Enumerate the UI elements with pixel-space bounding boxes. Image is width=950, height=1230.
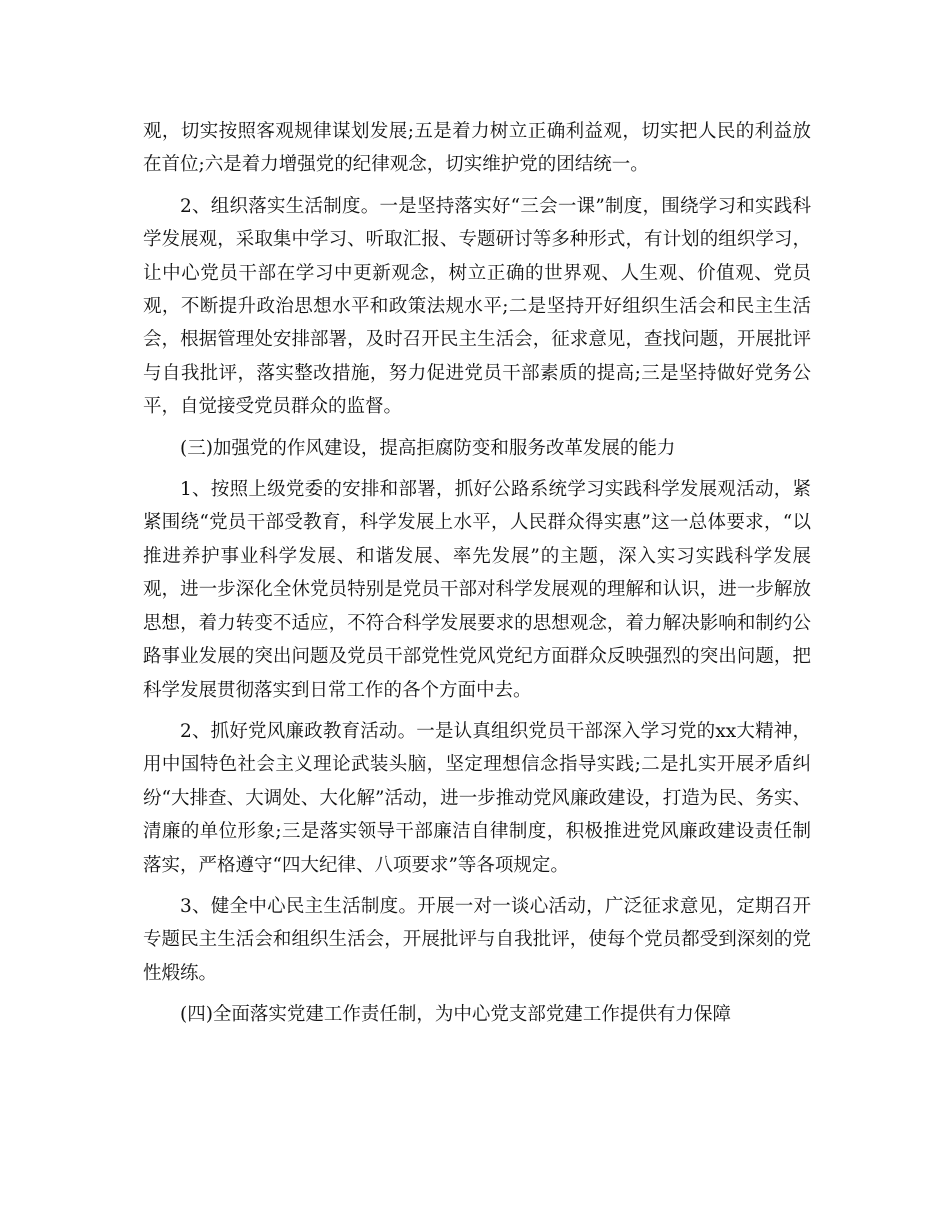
paragraph-continuation: 观，切实按照客观规律谋划发展;五是着力树立正确利益观，切实把人民的利益放在首位;六是着力增强党的纪律观念，切实维护党的团结统一。 bbox=[143, 121, 811, 176]
section-heading-3: (三)加强党的作风建设，提高拒腐防变和服务改革发展的能力 bbox=[180, 437, 676, 459]
paragraph-democratic-life: 3、健全中心民主生活制度。开展一对一谈心活动，广泛征求意见，定期召开专题民主生活会和组织生活会，开展批评与自我批评，使每个党员都受到深刻的党性煅练。 bbox=[143, 895, 811, 984]
section-heading-4: (四)全面落实党建工作责任制，为中心党支部党建工作提供有力保障 bbox=[180, 1004, 731, 1026]
paragraph-life-system: 2、组织落实生活制度。一是坚持落实好“三会一课”制度，围绕学习和实践科学发展观，采取集中学习、听取汇报、专题研讨等多种形式，有计划的组织学习，让中心党员干部在学习中更新观念，树立正确的世界观、人生观、价值观、党员观，不断提升政治思想水平和政策法规水平;二是坚持开好组织生活会和民主生活会，根据管理处安排部署，及时召开民主生活会，征求意见，查找问题，开展批评与自我批评，落实整改措施，努力促进党员干部素质的提高;三是坚持做好党务公平，自觉接受党员群众的监督。 bbox=[143, 195, 811, 418]
paragraph-integrity-education: 2、抓好党风廉政教育活动。一是认真组织党员干部深入学习党的xx大精神，用中国特色社会主义理论武装头脑，坚定理想信念指导实践;二是扎实开展矛盾纠纷“大排查、大调处、大化解”活动，进一步推动党风廉政建设，打造为民、务实、清廉的单位形象;三是落实领导干部廉洁自律制度，积极推进党风廉政建设责任制落实，严格遵守“四大纪律、八项要求”等各项规定。 bbox=[143, 720, 811, 876]
paragraph-scientific-development: 1、按照上级党委的安排和部署，抓好公路系统学习实践科学发展观活动，紧紧围绕“党员干部受教育，科学发展上水平，人民群众得实惠”这一总体要求，“以推进养护事业科学发展、和谐发展、率先发展”的主题，深入实习实践科学发展观，进一步深化全休党员特别是党员干部对科学发展观的理解和认识，进一步解放思想，着力转变不适应，不符合科学发展要求的思想观念，着力解决影响和制约公路事业发展的突出问题及党员干部党性党风党纪方面群众反映强烈的突出问题，把科学发展贯彻落实到日常工作的各个方面中去。 bbox=[143, 479, 811, 701]
document-body bbox=[143, 115, 811, 1040]
